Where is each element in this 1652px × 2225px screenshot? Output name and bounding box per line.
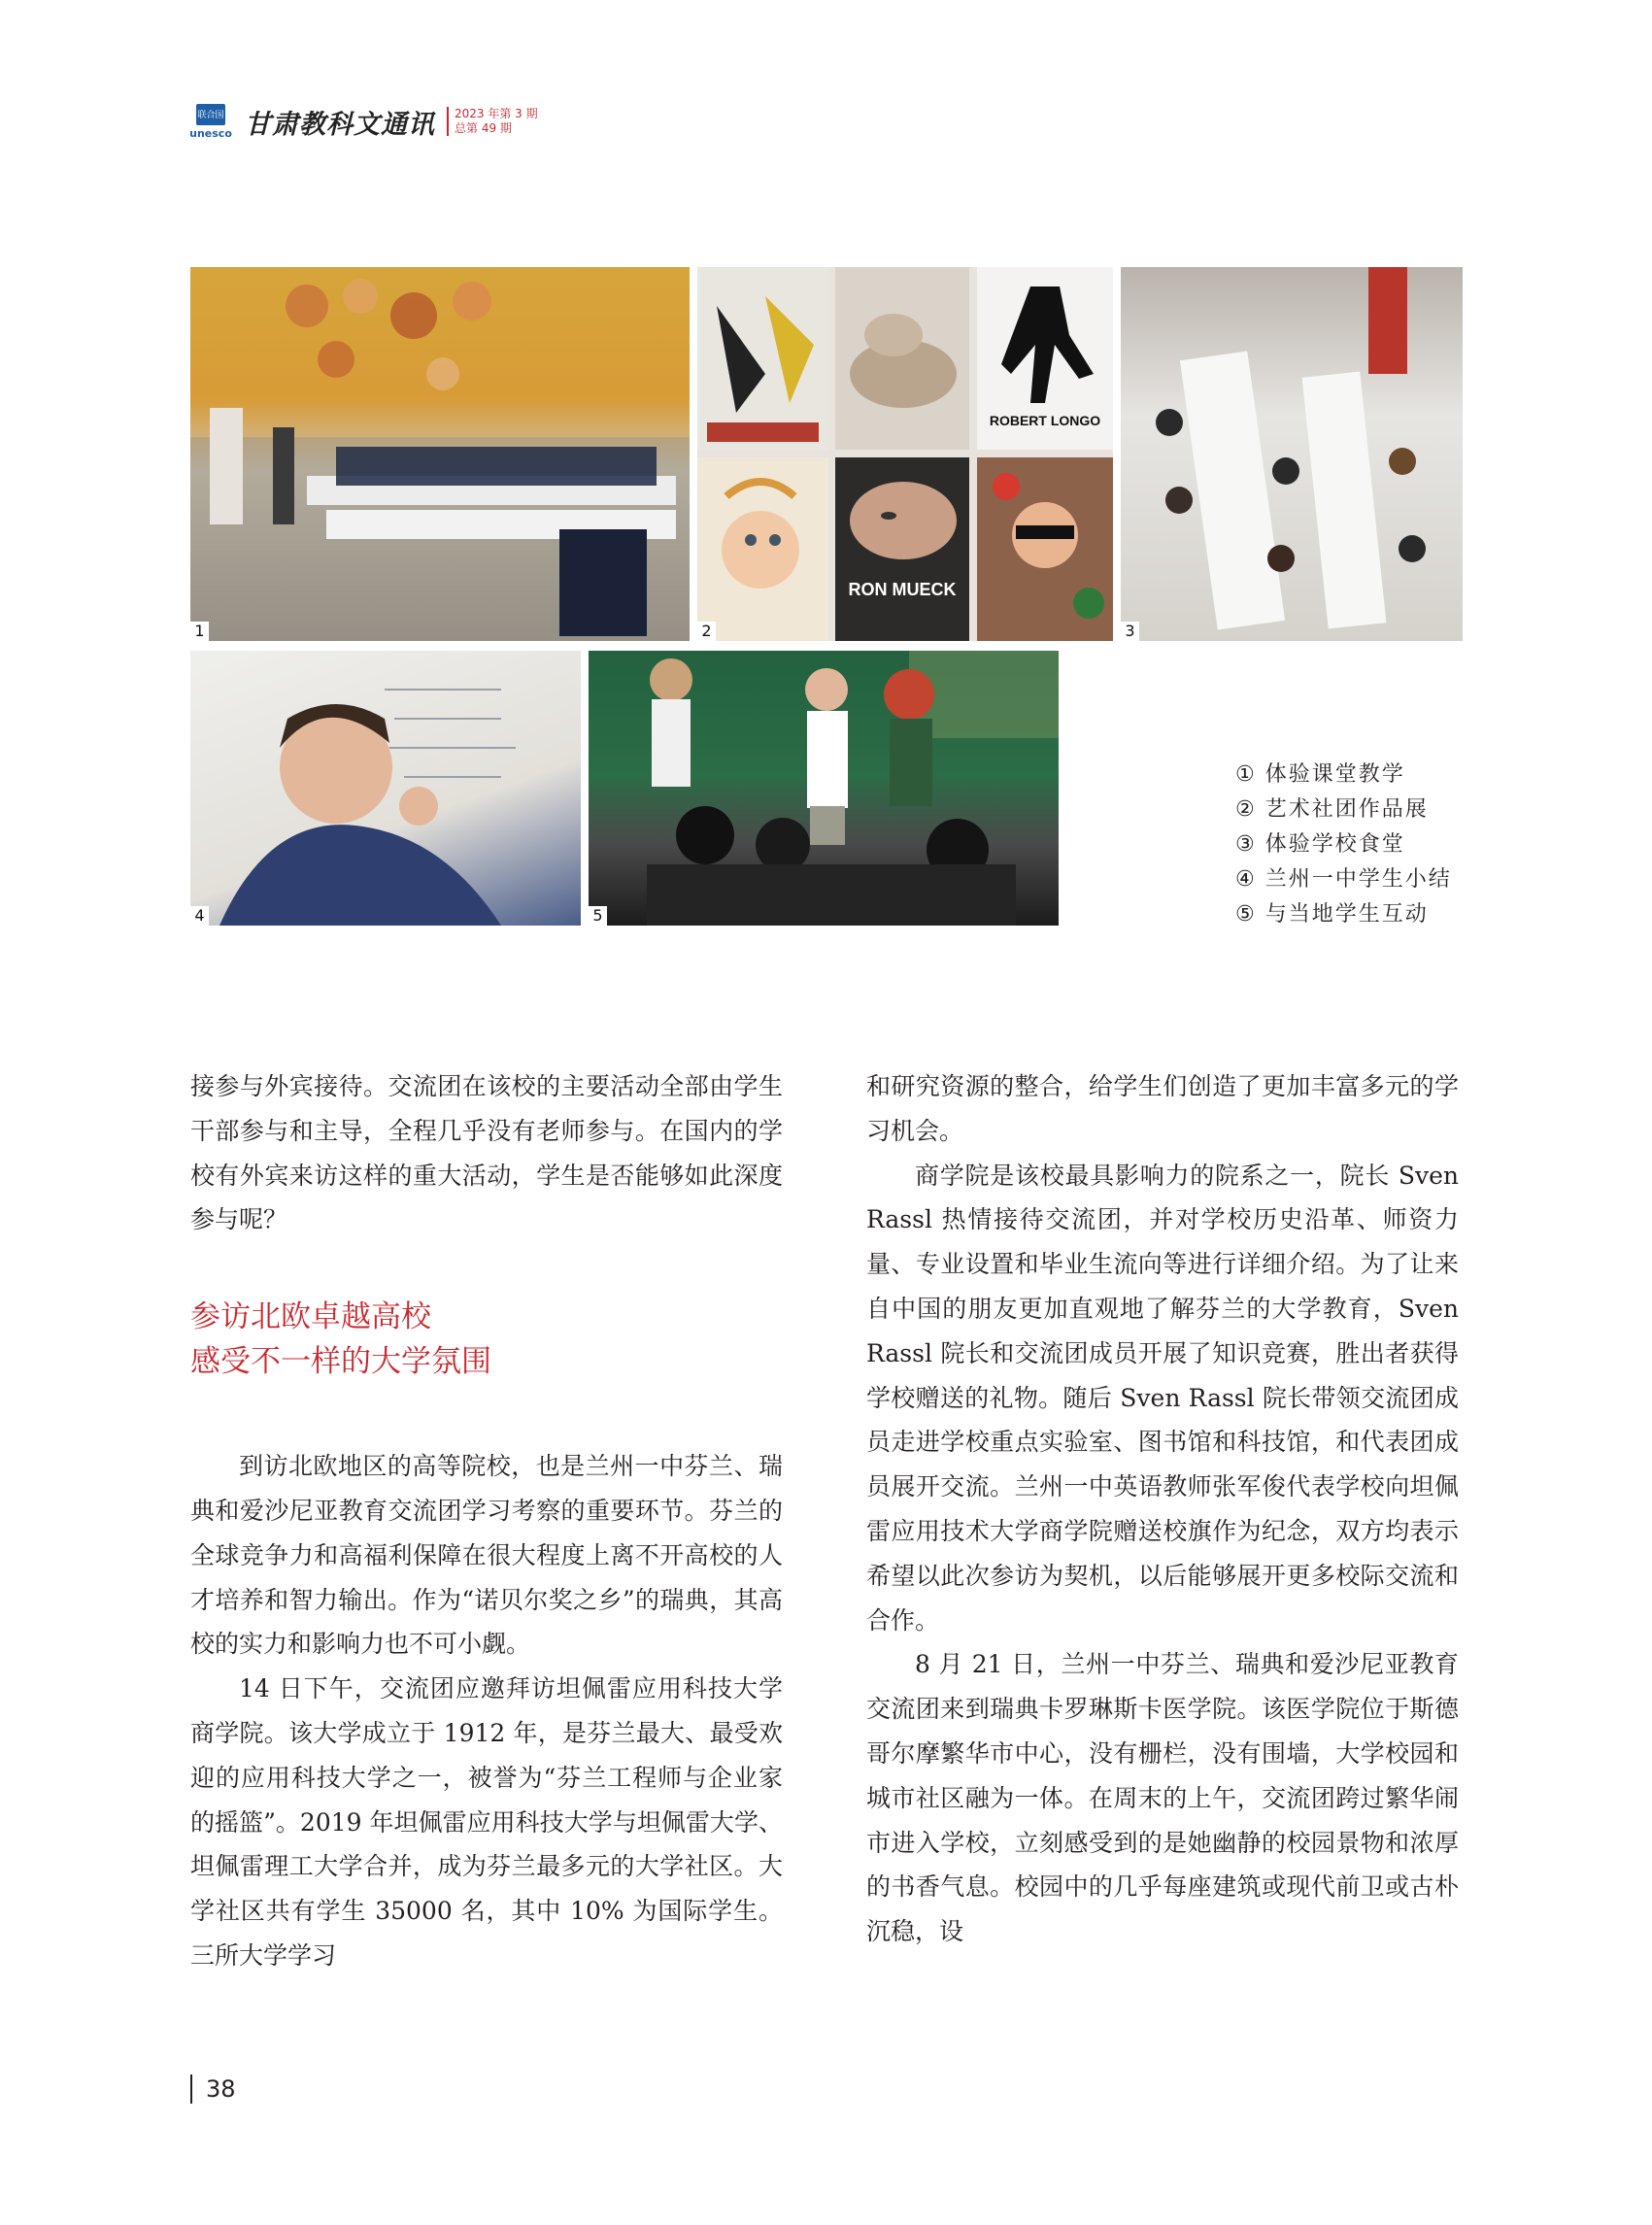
poster-masked-woman: [977, 457, 1113, 641]
photo-number: 1: [190, 622, 209, 641]
caption-2: ② 艺术社团作品展: [1235, 797, 1429, 822]
poster-title-ron-mueck: RON MUECK: [848, 580, 957, 599]
photo-classroom: [190, 267, 690, 641]
paragraph: 到访北欧地区的高等院校，也是兰州一中芬兰、瑞典和爱沙尼亚教育交流团学习考察的重要环节。芬兰的全球竞争力和高福利保障在很大程度上离不开高校的人才培养和智力输出。作为“诺贝尔奖之乡”的瑞典，其高校的实力和影响力也不可小觑。: [190, 1452, 783, 1659]
caption-3: ③ 体验学校食堂: [1235, 832, 1405, 857]
masthead: [190, 101, 538, 142]
page-number: 38: [190, 2074, 236, 2104]
interaction-illustration: [589, 651, 1059, 926]
paragraph: 8 月 21 日，兰州一中芬兰、瑞典和爱沙尼亚教育交流团来到瑞典卡罗琳斯卡医学院。该医学院位于斯德哥尔摩繁华市中心，没有栅栏，没有围墙，大学校园和城市社区融为一体。在周末的上午，交流团跨过繁华闹市进入学校，立刻感受到的是她幽静的校园景物和浓厚的书香气息。校园中的几乎每座建筑或现代前卫或古朴沉稳，设: [866, 1650, 1459, 1946]
classroom-illustration: [190, 267, 690, 641]
photo-number: 2: [697, 622, 716, 641]
poster-title-robert-longo: ROBERT LONGO: [989, 413, 1101, 428]
poster-robert-longo: [977, 267, 1113, 450]
magazine-title: 甘肃教科文通讯: [245, 109, 435, 140]
issue-total: 总第 49 期: [455, 121, 512, 135]
paragraph: 和研究资源的整合，给学生们创造了更加丰富多元的学习机会。: [866, 1072, 1459, 1145]
photo-number: 3: [1121, 622, 1139, 641]
article-column-right: [866, 1064, 1459, 1954]
photo-number: 4: [190, 906, 209, 926]
caption-1: ① 体验课堂教学: [1235, 762, 1405, 787]
section-heading-line1: 参访北欧卓越高校: [190, 1299, 431, 1335]
photo-number: 5: [589, 906, 607, 926]
article-column-left: [190, 1064, 783, 1978]
section-heading-line2: 感受不一样的大学氛围: [190, 1344, 491, 1380]
logo-word: unesco: [189, 126, 232, 140]
photo-student-summary: [190, 651, 581, 926]
issue-year: 2023 年第 3 期: [455, 107, 538, 120]
poster-ron-mueck: [835, 457, 969, 641]
unesco-logo: [190, 101, 231, 142]
logo-mark: 联合国: [196, 104, 225, 125]
paragraph: 接参与外宾接待。交流团在该校的主要活动全部由学生干部参与和主导，全程几乎没有老师参与。在国内的学校有外宾来访这样的重大活动，学生是否能够如此深度参与呢？: [190, 1072, 783, 1234]
photo-canteen: [1121, 267, 1463, 641]
caption-5: ⑤ 与当地学生互动: [1235, 902, 1429, 927]
student-writing-illustration: [190, 651, 581, 926]
poster-abstract: [697, 267, 828, 450]
canteen-illustration: [1121, 267, 1463, 641]
photo-art-posters: [697, 267, 1113, 641]
paragraph: 商学院是该校最具影响力的院系之一，院长 Sven Rassl 热情接待交流团，并对学校历史沿革、师资力量、专业设置和毕业生流向等进行详细介绍。为了让来自中国的朋友更加直观地了解芬兰的大学教育，Sven Rassl 院长和交流团成员开展了知识竞赛，胜出者获得学校赠送的礼物。随后 Sven Rassl 院长带领交流团成员走进学校重点实验室、图书馆和科技馆，和代表团成员展开交流。兰州一中英语教师张军俊代表学校向坦佩雷应用技术大学商学院赠送校旗作为纪念，双方均表示希望以此次参访为契机，以后能够展开更多校际交流和合作。: [866, 1161, 1459, 1635]
section-heading: [190, 1295, 783, 1384]
photo-interaction: [589, 651, 1059, 926]
poster-sculpture: [835, 267, 969, 450]
photo-caption-list: [1235, 758, 1459, 932]
paragraph: 14 日下午，交流团应邀拜访坦佩雷应用科技大学商学院。该大学成立于 1912 年，是芬兰最大、最受欢迎的应用科技大学之一，被誉为“芬兰工程师与企业家的摇篮”。2019 年坦佩雷应用科技大学与坦佩雷大学、坦佩雷理工大学合并，成为芬兰最多元的大学社区。大学社区共有学生 35000 名，其中 10% 为国际学生。三所大学学习: [190, 1674, 783, 1970]
poster-child: [697, 457, 828, 641]
caption-4: ④ 兰州一中学生小结: [1235, 867, 1452, 892]
issue-info: [447, 107, 538, 136]
